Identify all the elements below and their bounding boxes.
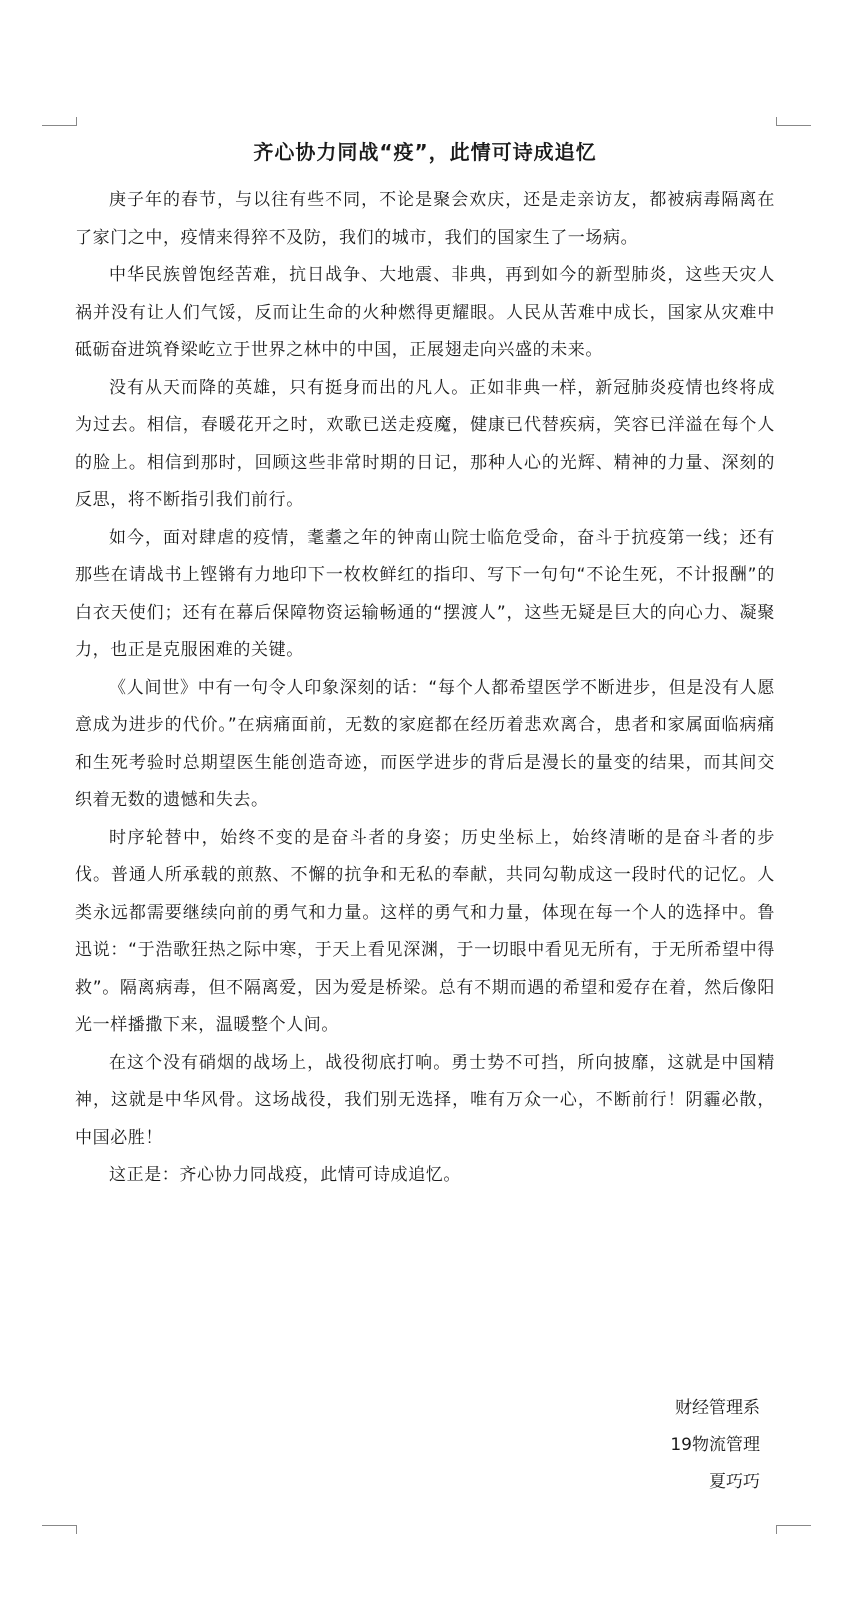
paragraph-1: 庚子年的春节，与以往有些不同，不论是聚会欢庆，还是走亲访友，都被病毒隔离在了家门之中，疫情来得猝不及防，我们的城市，我们的国家生了一场病。 [75, 190, 775, 248]
document-body [75, 130, 775, 1195]
paragraph-8: 这正是：齐心协力同战疫，此情可诗成追忆。 [109, 1165, 461, 1185]
paragraph-2: 中华民族曾饱经苦难，抗日战争、大地震、非典，再到如今的新型肺炎，这些天灾人祸并没有让人们气馁，反而让生命的火种燃得更耀眼。人民从苦难中成长，国家从灾难中砥砺奋进筑脊梁屹立于世界之林中的中国，正展翅走向兴盛的未来。 [75, 265, 775, 360]
paragraph-4: 如今，面对肆虐的疫情，耄耋之年的钟南山院士临危受命，奋斗于抗疫第一线；还有那些在请战书上铿锵有力地印下一枚枚鲜红的指印、写下一句句“不论生死，不计报酬”的白衣天使们；还有在幕后保障物资运输畅通的“摆渡人”，这些无疑是巨大的向心力、凝聚力，也正是克服困难的关键。 [75, 527, 775, 660]
crop-mark-bottom-left [42, 1525, 77, 1534]
crop-mark-bottom-right [776, 1525, 811, 1534]
crop-mark-top-left [42, 117, 77, 126]
paragraph-6: 时序轮替中，始终不变的是奋斗者的身姿；历史坐标上，始终清晰的是奋斗者的步伐。普通人所承载的煎熬、不懈的抗争和无私的奉献，共同勾勒成这一段时代的记忆。人类永远都需要继续向前的勇气和力量。这样的勇气和力量，体现在每一个人的选择中。鲁迅说：“于浩歌狂热之际中寒，于天上看见深渊，于一切眼中看见无所有，于无所希望中得救”。隔离病毒，但不隔离爱，因为爱是桥梁。总有不期而遇的希望和爱存在着，然后像阳光一样播撒下来，温暖整个人间。 [75, 827, 775, 1035]
document-title: 齐心协力同战“疫”，此情可诗成追忆 [253, 140, 597, 164]
signature-class: 19物流管理 [670, 1435, 760, 1455]
paragraph-5: 《人间世》中有一句令人印象深刻的话：“每个人都希望医学不断进步，但是没有人愿意成为进步的代价。”在病痛面前，无数的家庭都在经历着悲欢离合，患者和家属面临病痛和生死考验时总期望医生能创造奇迹，而医学进步的背后是漫长的量变的结果，而其间交织着无数的遗憾和失去。 [75, 677, 775, 810]
paragraph-7: 在这个没有硝烟的战场上，战役彻底打响。勇士势不可挡，所向披靡，这就是中国精神，这就是中华风骨。这场战役，我们别无选择，唯有万众一心，不断前行！阴霾必散，中国必胜！ [75, 1052, 775, 1148]
signature-department: 财经管理系 [675, 1398, 760, 1418]
crop-mark-top-right [776, 117, 811, 126]
paragraph-3: 没有从天而降的英雄，只有挺身而出的凡人。正如非典一样，新冠肺炎疫情也终将成为过去。相信，春暖花开之时，欢歌已送走疫魔，健康已代替疾病，笑容已洋溢在每个人的脸上。相信到那时，回顾这些非常时期的日记，那种人心的光辉、精神的力量、深刻的反思，将不断指引我们前行。 [75, 377, 775, 510]
signature-block [670, 1390, 760, 1501]
signature-author: 夏巧巧 [709, 1472, 760, 1492]
